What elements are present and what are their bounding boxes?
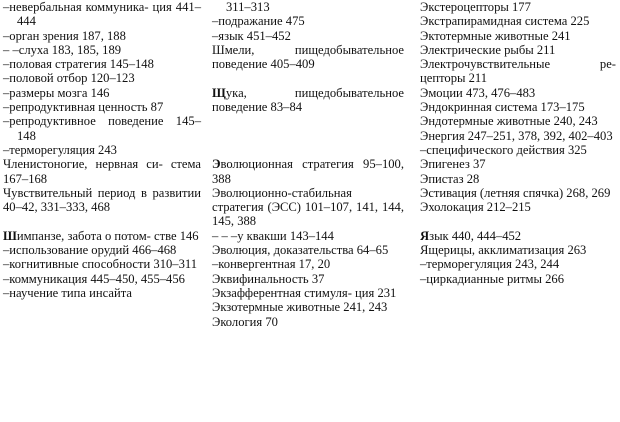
entry-text: –репродуктивное поведение 145–148 xyxy=(3,114,201,143)
section-initial-letter: Я xyxy=(420,228,430,243)
index-subentry xyxy=(420,272,616,286)
entry-text: Эндотермные животные 240, 243 xyxy=(420,114,598,129)
entry-text: ука, пищедобывательное поведение 83–84 xyxy=(212,85,404,115)
entry-text: импанзе, забота о потом- стве 146 xyxy=(16,228,199,243)
entry-text: –язык 451–452 xyxy=(212,28,291,43)
entry-text: –коммуникация 445–450, 455–456 xyxy=(3,271,185,286)
index-entry xyxy=(212,86,404,115)
entry-text: Эквифинальность 37 xyxy=(212,271,325,286)
entry-text: –специфического действия 325 xyxy=(420,142,587,157)
index-entry xyxy=(420,157,616,171)
index-continuation xyxy=(212,0,404,14)
entry-text: Эктотермные животные 241 xyxy=(420,28,571,43)
entry-text: – – –у квакши 143–144 xyxy=(212,228,334,243)
index-subentry xyxy=(212,29,404,43)
index-subentry xyxy=(420,257,616,271)
entry-text: 311–313 xyxy=(226,0,270,14)
index-subentry xyxy=(3,0,201,29)
section-gap xyxy=(420,214,616,228)
entry-text: Эпистаз 28 xyxy=(420,171,480,186)
entry-text: –терморегуляция 243 xyxy=(3,142,117,157)
entry-text: Электрочувствительные ре- цепторы 211 xyxy=(420,57,616,86)
entry-text: –половая стратегия 145–148 xyxy=(3,57,154,72)
entry-text: –орган зрения 187, 188 xyxy=(3,28,126,43)
section-initial-letter: Щ xyxy=(212,85,226,100)
entry-text: Эволюционно-стабильная стратегия (ЭСС) 101–107, 141, 144, 145, 388 xyxy=(212,185,404,229)
entry-text: –когнитивные способности 310–311 xyxy=(3,257,198,272)
index-entry xyxy=(3,157,201,186)
index-entry xyxy=(420,43,616,57)
index-column-3 xyxy=(420,0,616,286)
index-subentry xyxy=(3,57,201,71)
entry-text: Эхолокация 212–215 xyxy=(420,200,531,215)
entry-text: зык 440, 444–452 xyxy=(429,228,522,243)
index-entry xyxy=(212,157,404,186)
index-entry xyxy=(212,300,404,314)
index-entry xyxy=(3,229,201,243)
entry-text: –половой отбор 120–123 xyxy=(3,71,135,86)
index-entry xyxy=(212,286,404,300)
entry-text: Экзафферентная стимуля- ция 231 xyxy=(212,285,397,300)
index-entry xyxy=(420,14,616,28)
index-entry xyxy=(420,172,616,186)
index-subentry xyxy=(3,243,201,257)
entry-text: Эмоции 473, 476–483 xyxy=(420,85,536,100)
index-subentry xyxy=(420,143,616,157)
index-entry xyxy=(212,186,404,229)
entry-text: –конвергентная 17, 20 xyxy=(212,257,331,272)
section-initial-letter: Э xyxy=(212,157,221,172)
entry-text: Энергия 247–251, 378, 392, 402–403 xyxy=(420,128,613,143)
index-subentry xyxy=(3,29,201,43)
section-gap xyxy=(212,71,404,85)
entry-text: –циркадианные ритмы 266 xyxy=(420,271,565,286)
index-column-1 xyxy=(3,0,201,300)
index-subentry xyxy=(212,257,404,271)
index-entry xyxy=(420,200,616,214)
index-entry xyxy=(420,243,616,257)
index-entry xyxy=(420,29,616,43)
entry-text: Ящерицы, акклиматизация 263 xyxy=(420,243,587,258)
index-subentry xyxy=(212,14,404,28)
index-subentry xyxy=(3,71,201,85)
index-subentry xyxy=(3,143,201,157)
entry-text: –невербальная коммуника- ция 441–444 xyxy=(3,0,201,29)
entry-text: –подражание 475 xyxy=(212,14,305,29)
index-entry xyxy=(420,0,616,14)
index-subentry xyxy=(3,86,201,100)
entry-text: –размеры мозга 146 xyxy=(3,85,110,100)
index-entry xyxy=(420,229,616,243)
entry-text: Электрические рыбы 211 xyxy=(420,42,556,57)
entry-text: Чувствительный период в развитии 40–42, 331–333, 468 xyxy=(3,185,201,215)
entry-text: Экстероцепторы 177 xyxy=(420,0,531,14)
entry-text: –репродуктивная ценность 87 xyxy=(3,100,164,115)
index-entry xyxy=(420,86,616,100)
entry-text: волюционная стратегия 95–100, 388 xyxy=(212,157,404,186)
entry-text: Экстрапирамидная система 225 xyxy=(420,14,590,29)
index-entry xyxy=(420,186,616,200)
entry-text: Эстивация (летняя спячка) 268, 269 xyxy=(420,185,611,200)
entry-text: –научение типа инсайта xyxy=(3,285,132,300)
index-entry xyxy=(212,243,404,257)
index-subentry xyxy=(212,229,404,243)
index-entry xyxy=(420,100,616,114)
index-subentry xyxy=(3,100,201,114)
entry-text: – –слуха 183, 185, 189 xyxy=(3,42,122,57)
index-subentry xyxy=(3,114,201,143)
index-entry xyxy=(212,315,404,329)
index-entry xyxy=(420,57,616,86)
section-gap xyxy=(3,214,201,228)
index-entry xyxy=(420,114,616,128)
entry-text: Эпигенез 37 xyxy=(420,157,486,172)
index-subentry xyxy=(3,286,201,300)
section-initial-letter: Ш xyxy=(3,228,17,243)
entry-text: Членистоногие, нервная си- стема 167–168 xyxy=(3,157,201,186)
entry-text: Эволюция, доказательства 64–65 xyxy=(212,243,389,258)
index-column-2 xyxy=(212,0,404,329)
index-entry xyxy=(212,43,404,72)
entry-text: Эндокринная система 173–175 xyxy=(420,100,585,115)
entry-text: Экология 70 xyxy=(212,314,278,329)
index-entry xyxy=(420,129,616,143)
entry-text: Экзотермные животные 241, 243 xyxy=(212,300,388,315)
index-subentry xyxy=(3,257,201,271)
index-entry xyxy=(3,186,201,215)
index-entry xyxy=(212,272,404,286)
entry-text: –терморегуляция 243, 244 xyxy=(420,257,560,272)
index-subentry xyxy=(3,272,201,286)
entry-text: –использование орудий 466–468 xyxy=(3,243,177,258)
section-gap xyxy=(212,114,404,157)
entry-text: Шмели, пищедобывательное поведение 405–409 xyxy=(212,42,404,72)
index-subentry xyxy=(3,43,201,57)
